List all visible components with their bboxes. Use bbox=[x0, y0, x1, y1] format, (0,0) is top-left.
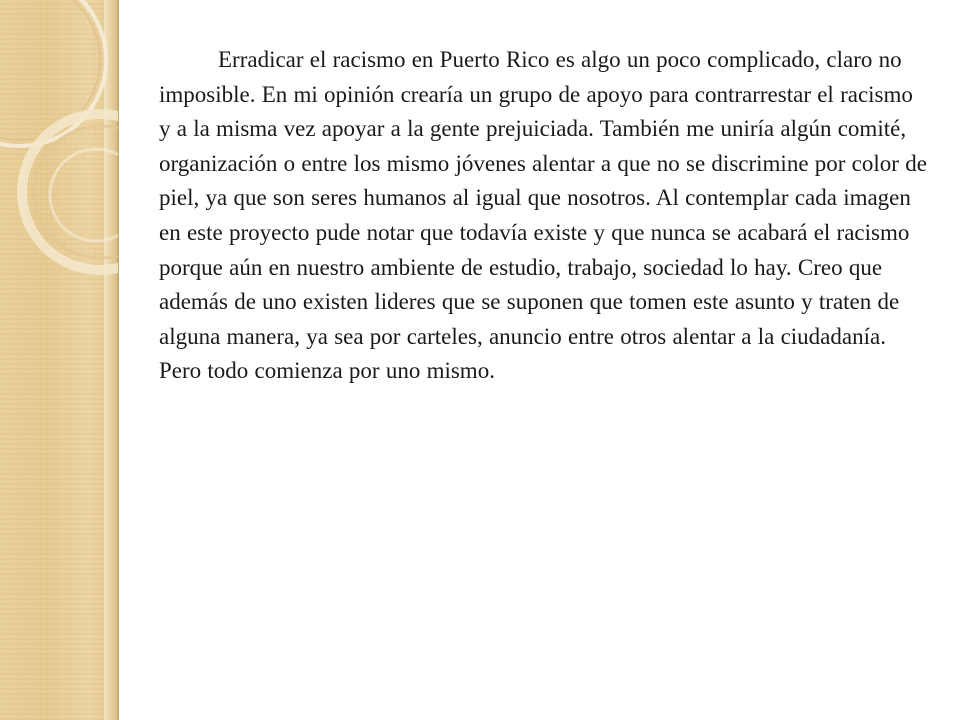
decorative-sidebar bbox=[0, 0, 118, 720]
sidebar-edge-line bbox=[117, 0, 119, 720]
body-paragraph: Erradicar el racismo en Puerto Rico es algo un poco complicado, claro no imposible. En mi opinión crearía un grupo de apoyo para contrarrestar el racismo y a la misma vez apoyar a la gente prejuiciada. También me uniría algún comité, organización o entre los mismo jóvenes alentar a que no se discrimine por color de piel, ya que son seres humanos al igual que nosotros. Al contemplar cada imagen en este proyecto pude notar que todavía existe y que nunca se acabará el racismo porque aún en nuestro ambiente de estudio, trabajo, sociedad lo hay. Creo que además de uno existen lideres que se suponen que tomen este asunto y traten de alguna manera, ya sea por carteles, anuncio entre otros alentar a la ciudadanía. Pero todo comienza por uno mismo. bbox=[159, 47, 927, 384]
sidebar-edge-highlight bbox=[104, 0, 118, 720]
